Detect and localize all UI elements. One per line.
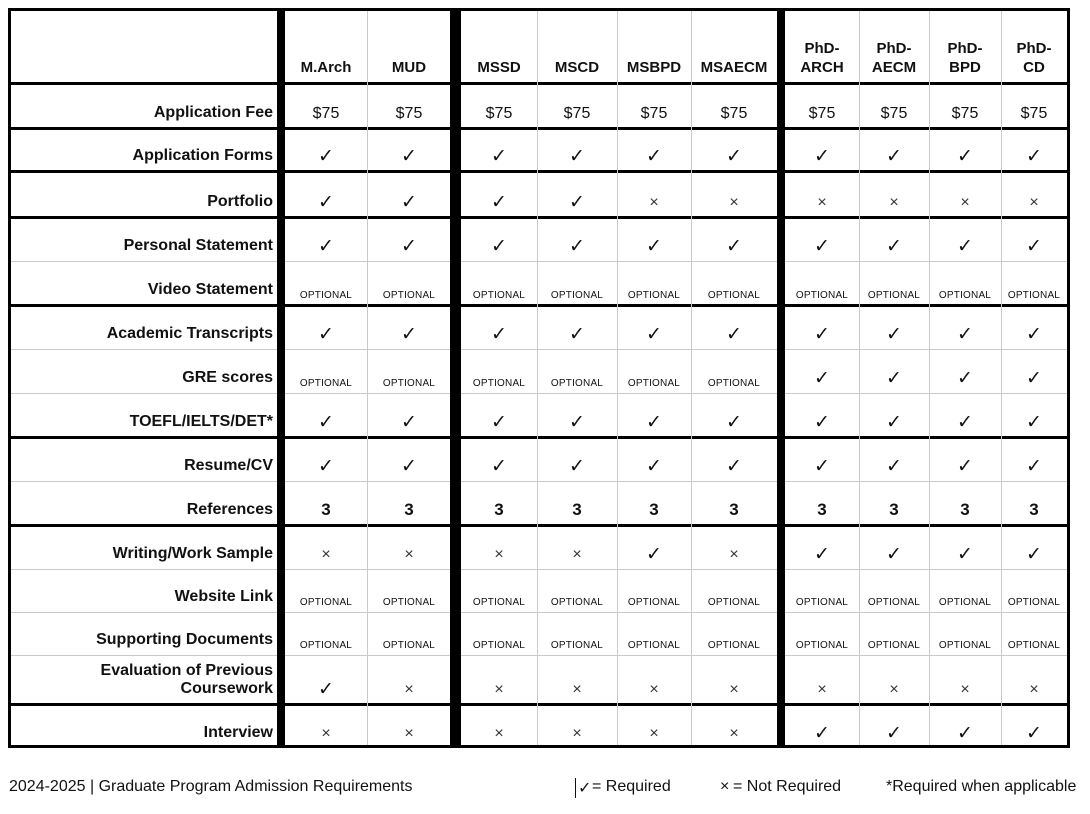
cross-icon: ×	[404, 725, 414, 742]
cross-icon: ×	[572, 681, 582, 698]
optional-label: OPTIONAL	[795, 290, 849, 301]
requirement-row	[11, 83, 1067, 128]
check-icon: ✓	[1026, 412, 1042, 433]
check-icon: ✓	[318, 412, 334, 433]
required-legend-icon: ✓	[575, 778, 591, 798]
check-icon: ✓	[569, 146, 585, 167]
column-header: PhD- ARCH	[800, 40, 844, 76]
cross-icon: ×	[494, 681, 504, 698]
requirement-row	[11, 525, 1067, 569]
check-icon: ✓	[957, 723, 973, 744]
cross-icon: ×	[729, 194, 739, 211]
optional-label: OPTIONAL	[472, 597, 526, 608]
check-icon: ✓	[646, 456, 662, 477]
admission-requirements-table	[8, 8, 1070, 748]
requirement-row	[11, 171, 1067, 217]
cross-icon: ×	[817, 194, 827, 211]
check-icon: ✓	[318, 679, 334, 700]
footer	[0, 778, 1090, 802]
check-icon: ✓	[646, 236, 662, 257]
column-header: MUD	[391, 59, 427, 76]
requirement-label: Evaluation of Previous Coursework	[100, 662, 273, 697]
optional-label: OPTIONAL	[707, 640, 761, 651]
check-icon: ✓	[1026, 368, 1042, 389]
applicable-note: *Required when applicable	[886, 778, 1077, 795]
cross-icon: ×	[817, 681, 827, 698]
cross-icon: ×	[494, 546, 504, 563]
requirement-row	[11, 261, 1067, 305]
check-icon: ✓	[401, 324, 417, 345]
check-icon: ✓	[569, 324, 585, 345]
optional-label: OPTIONAL	[1007, 290, 1061, 301]
check-icon: ✓	[886, 412, 902, 433]
column-header: PhD- AECM	[871, 40, 917, 76]
fee-value: $75	[808, 105, 836, 122]
optional-label: OPTIONAL	[299, 378, 353, 389]
check-icon: ✓	[646, 412, 662, 433]
fee-value: $75	[640, 105, 668, 122]
check-icon: ✓	[491, 236, 507, 257]
optional-label: OPTIONAL	[550, 290, 604, 301]
fee-value: $75	[395, 105, 423, 122]
optional-label: OPTIONAL	[627, 290, 681, 301]
fee-value: $75	[1020, 105, 1048, 122]
check-icon: ✓	[886, 146, 902, 167]
check-icon: ✓	[886, 236, 902, 257]
optional-label: OPTIONAL	[472, 290, 526, 301]
check-icon: ✓	[886, 723, 902, 744]
cross-icon: ×	[321, 725, 331, 742]
check-icon: ✓	[318, 236, 334, 257]
optional-label: OPTIONAL	[938, 597, 992, 608]
check-icon: ✓	[957, 368, 973, 389]
cross-icon: ×	[1029, 681, 1039, 698]
optional-label: OPTIONAL	[938, 290, 992, 301]
check-icon: ✓	[401, 456, 417, 477]
cross-icon: ×	[889, 194, 899, 211]
requirement-row	[11, 437, 1067, 481]
reference-count: 3	[494, 500, 504, 519]
optional-label: OPTIONAL	[707, 378, 761, 389]
optional-label: OPTIONAL	[472, 640, 526, 651]
check-icon: ✓	[814, 723, 830, 744]
requirement-label: Resume/CV	[184, 457, 273, 474]
cross-icon: ×	[649, 725, 659, 742]
requirement-label: Supporting Documents	[96, 631, 273, 648]
check-icon: ✓	[726, 324, 742, 345]
check-icon: ✓	[1026, 324, 1042, 345]
check-icon: ✓	[814, 236, 830, 257]
requirement-row	[11, 305, 1067, 349]
column-header: MSAECM	[700, 59, 768, 76]
requirement-label: Portfolio	[207, 193, 273, 210]
check-icon: ✓	[569, 236, 585, 257]
check-icon: ✓	[957, 544, 973, 565]
requirement-label: Writing/Work Sample	[112, 545, 273, 562]
requirement-row	[11, 481, 1067, 525]
optional-label: OPTIONAL	[382, 640, 436, 651]
check-icon: ✓	[318, 324, 334, 345]
cross-icon: ×	[960, 681, 970, 698]
optional-label: OPTIONAL	[627, 640, 681, 651]
requirement-label: Website Link	[174, 588, 273, 605]
fee-value: $75	[720, 105, 748, 122]
check-icon: ✓	[814, 324, 830, 345]
check-icon: ✓	[957, 324, 973, 345]
check-icon: ✓	[401, 412, 417, 433]
not-required-legend-label: = Not Required	[733, 778, 842, 795]
column-header: PhD- BPD	[947, 40, 983, 76]
check-icon: ✓	[491, 456, 507, 477]
reference-count: 3	[889, 500, 899, 519]
requirement-label: Personal Statement	[123, 237, 273, 254]
optional-label: OPTIONAL	[867, 640, 921, 651]
cross-icon: ×	[960, 194, 970, 211]
check-icon: ✓	[569, 192, 585, 213]
footer-title: 2024-2025 | Graduate Program Admission Requirements	[9, 778, 413, 795]
check-icon: ✓	[646, 324, 662, 345]
column-header: MSSD	[477, 59, 521, 76]
check-icon: ✓	[491, 192, 507, 213]
requirement-row	[11, 612, 1067, 655]
check-icon: ✓	[569, 412, 585, 433]
optional-label: OPTIONAL	[867, 290, 921, 301]
optional-label: OPTIONAL	[867, 597, 921, 608]
not-required-legend-icon: ×	[720, 778, 730, 795]
check-icon: ✓	[957, 236, 973, 257]
check-icon: ✓	[491, 324, 507, 345]
fee-value: $75	[880, 105, 908, 122]
check-icon: ✓	[318, 192, 334, 213]
optional-label: OPTIONAL	[707, 597, 761, 608]
cross-icon: ×	[649, 194, 659, 211]
requirement-label: Interview	[203, 724, 273, 741]
requirement-row	[11, 349, 1067, 393]
requirement-row	[11, 569, 1067, 612]
reference-count: 3	[321, 500, 331, 519]
fee-value: $75	[951, 105, 979, 122]
check-icon: ✓	[814, 456, 830, 477]
check-icon: ✓	[726, 146, 742, 167]
check-icon: ✓	[886, 368, 902, 389]
column-header: M.Arch	[300, 59, 352, 76]
requirement-row	[11, 217, 1067, 261]
check-icon: ✓	[814, 412, 830, 433]
check-icon: ✓	[957, 412, 973, 433]
cross-icon: ×	[572, 546, 582, 563]
check-icon: ✓	[1026, 236, 1042, 257]
header-row	[11, 11, 1067, 83]
cross-icon: ×	[649, 681, 659, 698]
fee-value: $75	[563, 105, 591, 122]
reference-count: 3	[404, 500, 414, 519]
requirement-row	[11, 704, 1067, 748]
requirement-row	[11, 128, 1067, 171]
check-icon: ✓	[726, 236, 742, 257]
optional-label: OPTIONAL	[707, 290, 761, 301]
requirement-label: Application Forms	[132, 147, 273, 164]
column-header: MSCD	[554, 59, 600, 76]
check-icon: ✓	[401, 236, 417, 257]
required-legend-label: = Required	[592, 778, 671, 795]
optional-label: OPTIONAL	[795, 597, 849, 608]
check-icon: ✓	[646, 146, 662, 167]
requirement-label: Academic Transcripts	[106, 325, 273, 342]
cross-icon: ×	[572, 725, 582, 742]
cross-icon: ×	[729, 546, 739, 563]
check-icon: ✓	[318, 456, 334, 477]
check-icon: ✓	[401, 146, 417, 167]
cross-icon: ×	[729, 725, 739, 742]
cross-icon: ×	[321, 546, 331, 563]
fee-value: $75	[485, 105, 513, 122]
check-icon: ✓	[646, 544, 662, 565]
check-icon: ✓	[1026, 146, 1042, 167]
check-icon: ✓	[1026, 723, 1042, 744]
optional-label: OPTIONAL	[627, 597, 681, 608]
optional-label: OPTIONAL	[550, 640, 604, 651]
check-icon: ✓	[886, 456, 902, 477]
reference-count: 3	[960, 500, 970, 519]
optional-label: OPTIONAL	[472, 378, 526, 389]
fee-value: $75	[312, 105, 340, 122]
check-icon: ✓	[491, 146, 507, 167]
reference-count: 3	[572, 500, 582, 519]
optional-label: OPTIONAL	[627, 378, 681, 389]
cross-icon: ×	[404, 546, 414, 563]
optional-label: OPTIONAL	[382, 597, 436, 608]
check-icon: ✓	[814, 146, 830, 167]
optional-label: OPTIONAL	[382, 378, 436, 389]
optional-label: OPTIONAL	[550, 378, 604, 389]
requirement-row	[11, 393, 1067, 437]
optional-label: OPTIONAL	[795, 640, 849, 651]
optional-label: OPTIONAL	[1007, 640, 1061, 651]
reference-count: 3	[729, 500, 739, 519]
cross-icon: ×	[1029, 194, 1039, 211]
cross-icon: ×	[729, 681, 739, 698]
check-icon: ✓	[814, 368, 830, 389]
optional-label: OPTIONAL	[299, 597, 353, 608]
check-icon: ✓	[491, 412, 507, 433]
optional-label: OPTIONAL	[550, 597, 604, 608]
cross-icon: ×	[494, 725, 504, 742]
optional-label: OPTIONAL	[1007, 597, 1061, 608]
check-icon: ✓	[886, 544, 902, 565]
requirement-label: Application Fee	[153, 104, 273, 121]
reference-count: 3	[1029, 500, 1039, 519]
optional-label: OPTIONAL	[382, 290, 436, 301]
check-icon: ✓	[569, 456, 585, 477]
optional-label: OPTIONAL	[299, 290, 353, 301]
check-icon: ✓	[1026, 544, 1042, 565]
cross-icon: ×	[404, 681, 414, 698]
cross-icon: ×	[889, 681, 899, 698]
reference-count: 3	[817, 500, 827, 519]
reference-count: 3	[649, 500, 659, 519]
check-icon: ✓	[1026, 456, 1042, 477]
check-icon: ✓	[401, 192, 417, 213]
check-icon: ✓	[886, 324, 902, 345]
check-icon: ✓	[814, 544, 830, 565]
requirement-label: TOEFL/IELTS/DET*	[129, 413, 273, 430]
column-header: PhD- CD	[1016, 40, 1052, 76]
check-icon: ✓	[726, 456, 742, 477]
requirement-label: References	[186, 501, 273, 518]
check-icon: ✓	[957, 146, 973, 167]
optional-label: OPTIONAL	[299, 640, 353, 651]
requirement-label: Video Statement	[147, 281, 273, 298]
requirement-row	[11, 655, 1067, 704]
column-header: MSBPD	[626, 59, 682, 76]
check-icon: ✓	[726, 412, 742, 433]
check-icon: ✓	[318, 146, 334, 167]
requirement-label: GRE scores	[182, 369, 273, 386]
optional-label: OPTIONAL	[938, 640, 992, 651]
check-icon: ✓	[957, 456, 973, 477]
